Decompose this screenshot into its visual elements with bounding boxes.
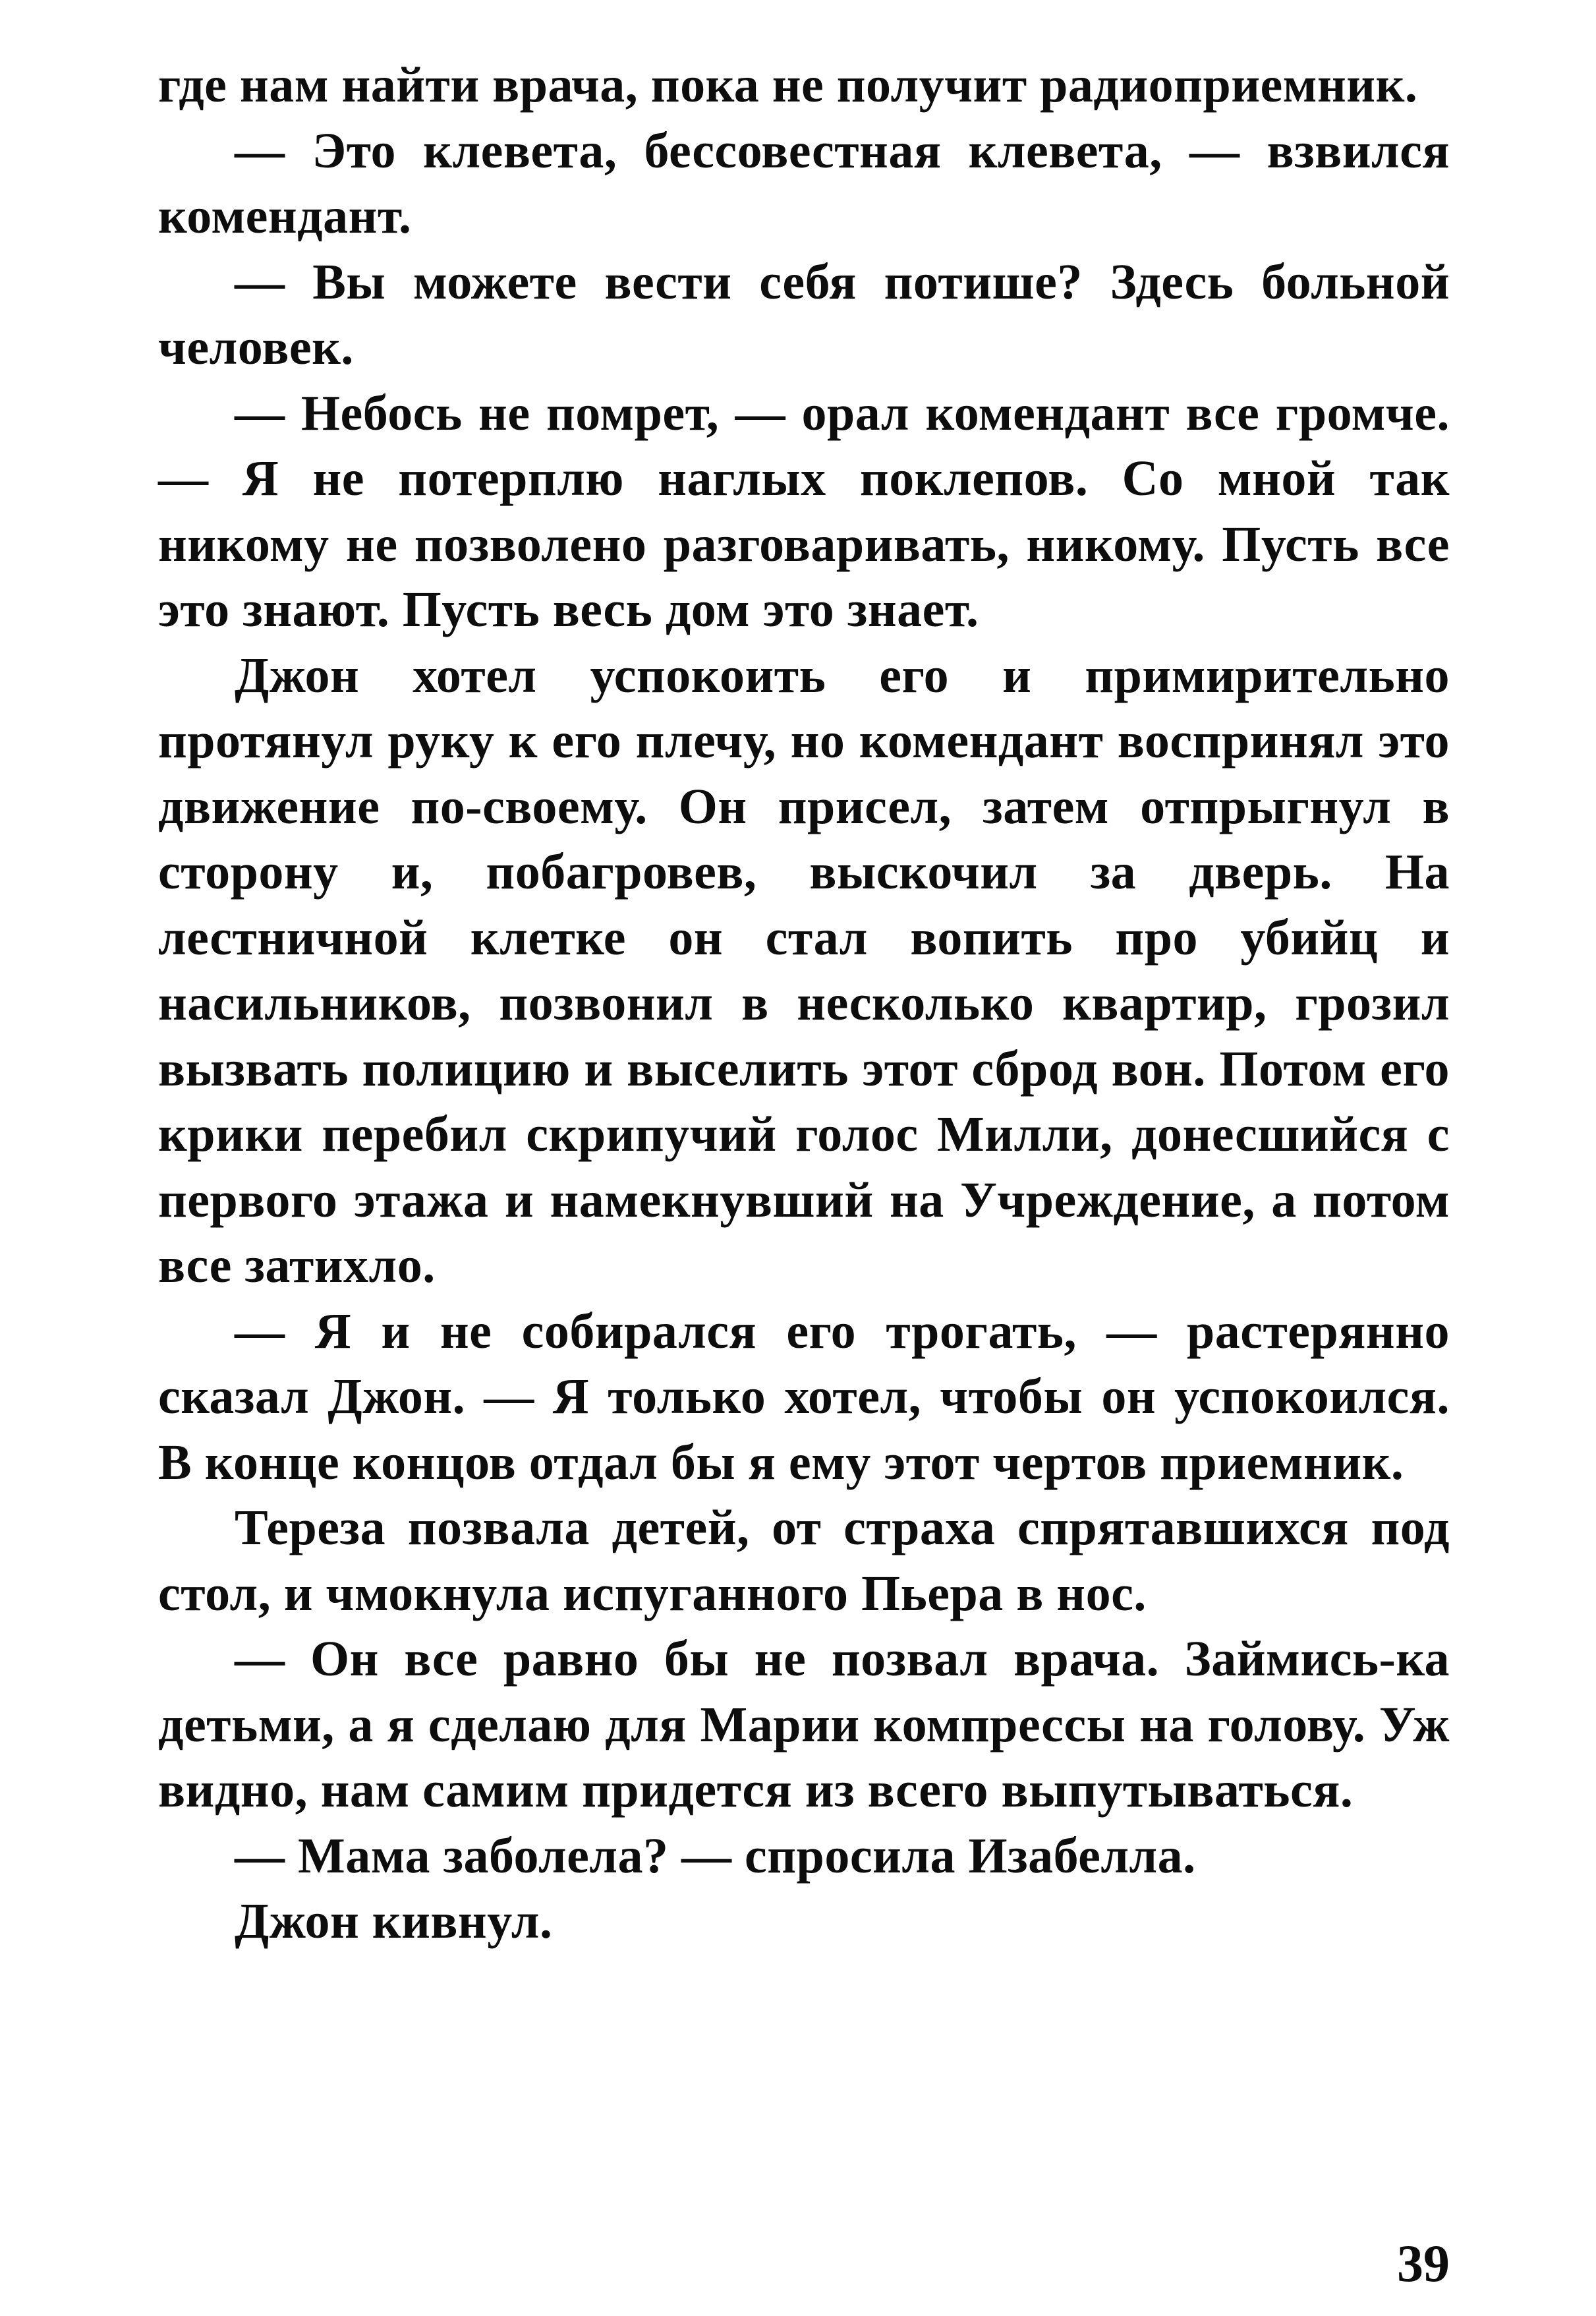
paragraph-2: — Это клевета, бессовестная клевета, — взвился комендант. [158,123,1450,244]
paragraph-9: — Мама заболела? — спросила Изабелла. [235,1828,1196,1884]
paragraph-10: Джон кивнул. [235,1894,553,1949]
paragraph-8: — Он все равно бы не позвал врача. Займись-ка детьми, а я сделаю для Марии компрессы на голову. Уж видно, нам самим придется из всего выпутываться. [158,1631,1450,1818]
page-number: 39 [1397,2235,1450,2293]
page-body [158,53,1450,1955]
paragraph-7: Тереза позвала детей, от страха спрятавшихся под стол, и чмокнула испуганного Пьера в нос. [158,1500,1450,1621]
paragraph-3: — Вы можете вести себя потише? Здесь больной человек. [158,254,1450,375]
paragraph-1: где нам найти врача, пока не получит радиоприемник. [158,57,1418,113]
paragraph-5: Джон хотел успокоить его и примирительно протянул руку к его плечу, но комендант воспринял это движение по-своему. Он присел, затем отпрыгнул в сторону и, побагровев, выскочил за дверь. На лестничной клетке он стал вопить про убийц и насильников, позвонил в несколько квартир, грозил вызвать полицию и выселить этот сброд вон. Потом его крики перебил скрипучий голос Милли, донесшийся с первого этажа и намекнувший на Учреждение, а потом все затихло. [158,647,1450,1293]
paragraph-6: — Я и не собирался его трогать, — растерянно сказал Джон. — Я только хотел, чтобы он успокоился. В конце концов отдал бы я ему этот чертов приемник. [158,1303,1450,1490]
paragraph-4: — Небось не помрет, — орал комендант все громче. — Я не потерплю наглых поклепов. Со мной так никому не позволено разговаривать, никому. Пусть все это знают. Пусть весь дом это знает. [158,385,1450,637]
